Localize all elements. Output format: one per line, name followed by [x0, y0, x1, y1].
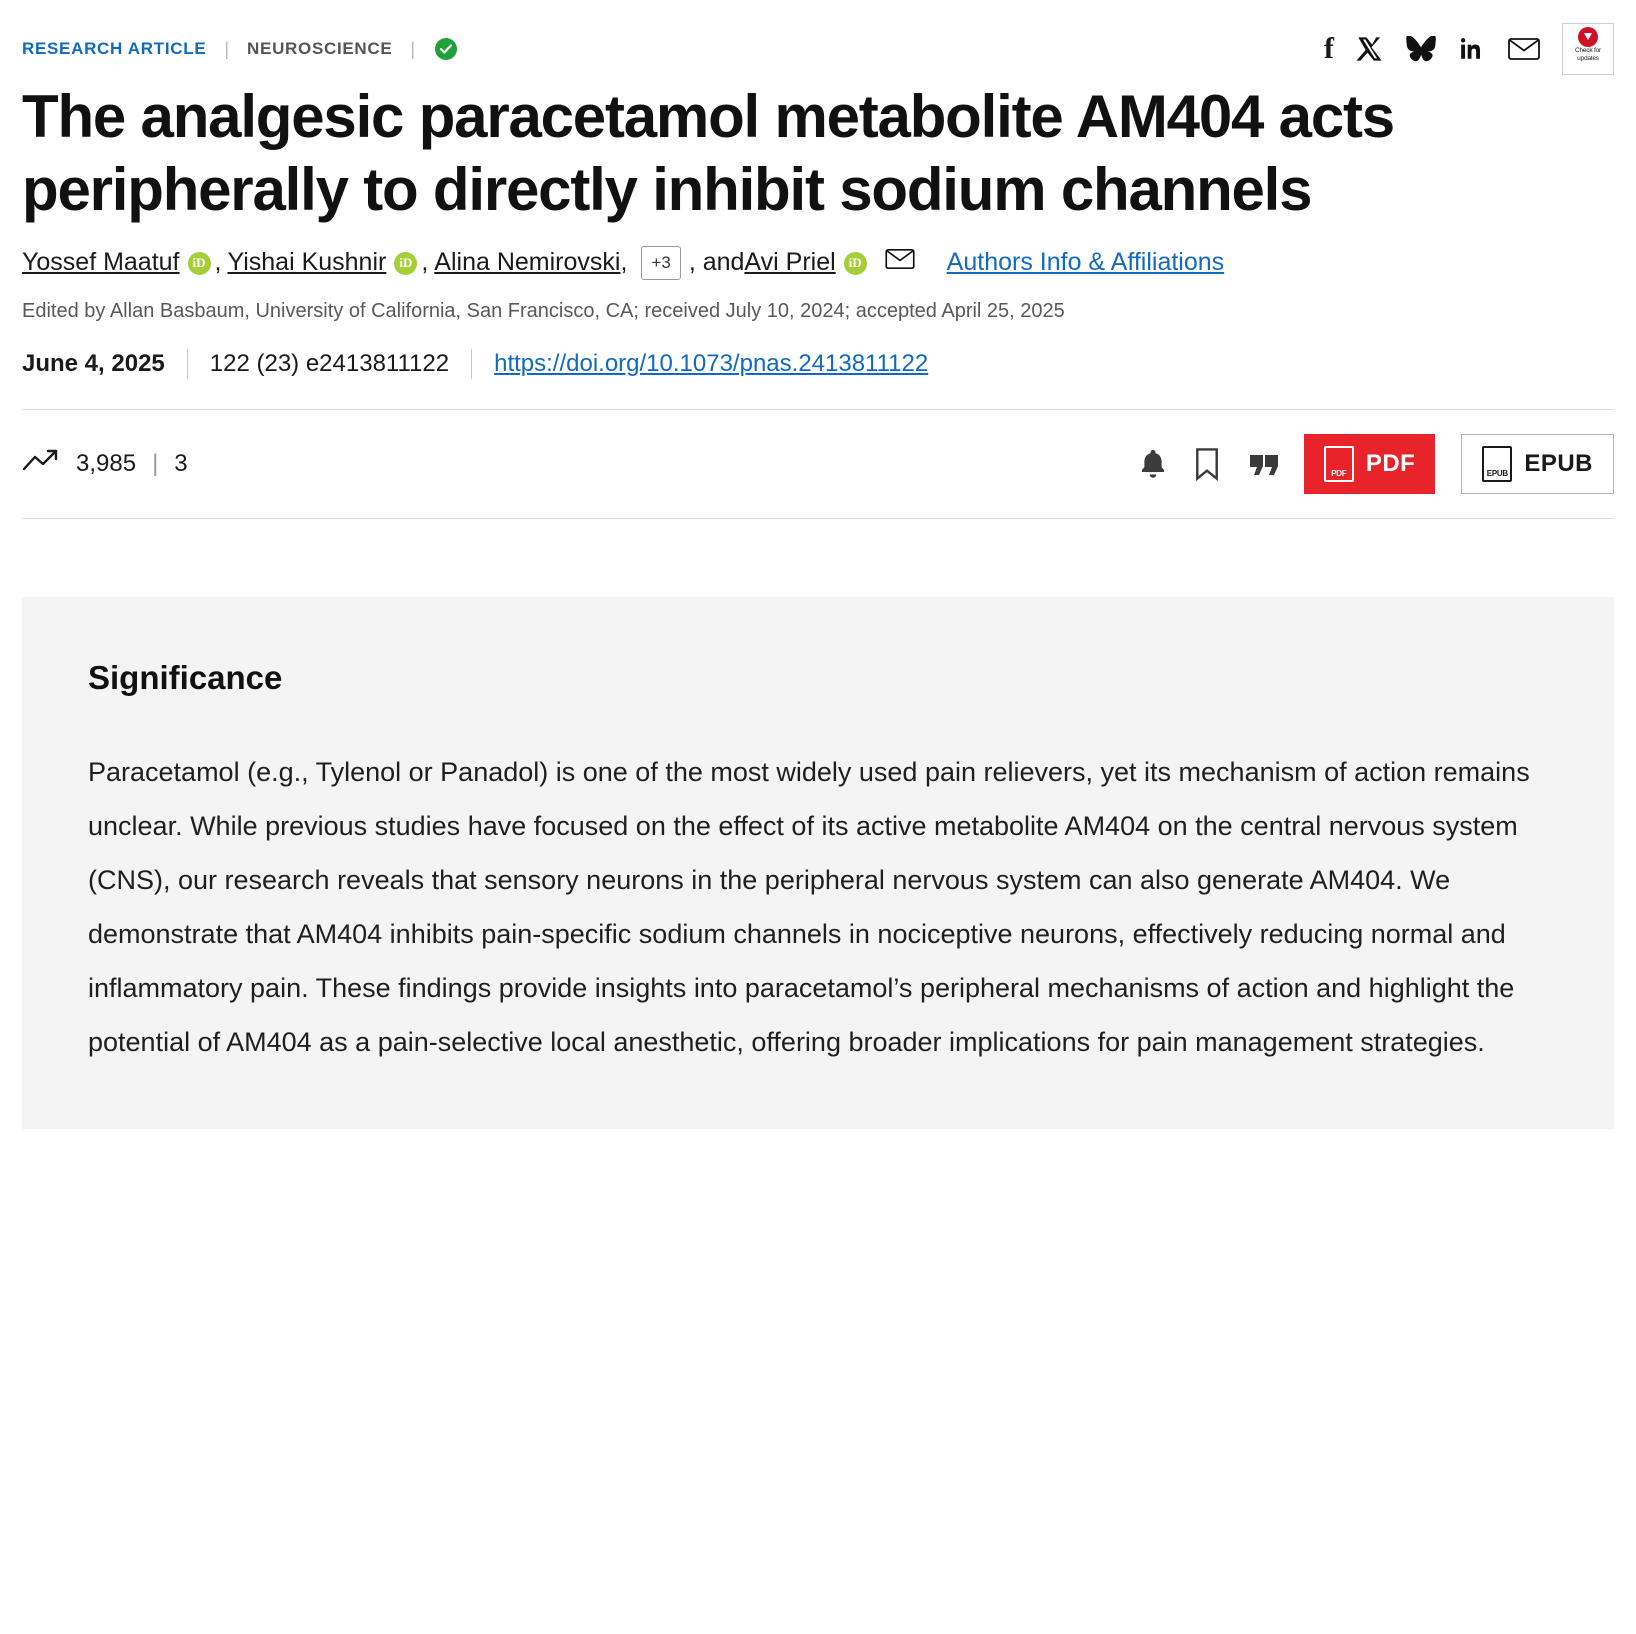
breadcrumb-subject[interactable]: NEUROSCIENCE	[247, 39, 393, 58]
author-separator-1: ,	[214, 248, 222, 277]
social-share-bar	[1324, 23, 1614, 75]
author-link-1[interactable]: Yossef Maatuf	[22, 248, 180, 277]
quote-icon[interactable]	[1246, 451, 1278, 477]
significance-body: Paracetamol (e.g., Tylenol or Panadol) is one of the most widely used pain relievers, yet its mechanism of action remains unclear. While previous studies have focused on the effect of its active metabolite AM404 on the central nervous system (CNS), our research reveals that sensory neurons in the peripheral nervous system can also generate AM404. We demonstrate that AM404 inhibits pain-specific sodium channels in nociceptive neurons, effectively reducing normal and inflammatory pain. These findings provide insights into paracetamol’s peripheral mechanisms of action and highlight the potential of AM404 as a pain-selective local anesthetic, offering broader implications for pain management strategies.	[88, 756, 1530, 1057]
facebook-icon[interactable]: f	[1324, 32, 1334, 65]
author-separator-3: ,	[620, 248, 628, 277]
metric-citations: 3	[174, 449, 188, 477]
epub-file-icon	[1482, 446, 1512, 482]
orcid-icon-1[interactable]: iD	[188, 252, 211, 275]
bookmark-icon[interactable]	[1194, 447, 1220, 481]
crossmark-line-1: Check for	[1574, 47, 1601, 54]
author-link-3[interactable]: Alina Nemirovski	[434, 248, 621, 277]
significance-panel	[22, 597, 1614, 1129]
download-epub-label: EPUB	[1524, 449, 1593, 477]
breadcrumb-article-type[interactable]: RESEARCH ARTICLE	[22, 39, 207, 58]
crossmark-line-2: updates	[1577, 55, 1599, 62]
envelope-icon[interactable]	[885, 244, 915, 282]
author-link-2[interactable]: Yishai Kushnir	[227, 248, 387, 277]
pdf-file-icon-label: PDF	[1331, 468, 1347, 478]
author-list	[22, 244, 1614, 282]
more-authors-button[interactable]: +3	[641, 246, 680, 280]
author-and-label: , and	[688, 248, 745, 277]
trending-up-icon	[22, 447, 60, 480]
metric-separator: |	[152, 449, 159, 477]
article-topbar	[22, 0, 1614, 65]
x-twitter-icon[interactable]	[1356, 35, 1384, 63]
author-link-4[interactable]: Avi Priel	[744, 248, 836, 277]
publication-line	[22, 349, 1614, 379]
author-separator-2: ,	[421, 248, 429, 277]
page-title: The analgesic paracetamol metabolite AM404 acts peripherally to directly inhibit sodium channels	[22, 83, 1394, 224]
publine-divider-2	[471, 349, 472, 379]
authors-info-affiliations-link[interactable]: Authors Info & Affiliations	[946, 248, 1225, 277]
breadcrumb	[22, 38, 457, 60]
metric-views: 3,985	[76, 449, 137, 477]
download-epub-button[interactable]	[1461, 434, 1614, 494]
linkedin-icon[interactable]	[1458, 36, 1486, 62]
epub-file-icon-label: EPUB	[1486, 468, 1508, 478]
breadcrumb-separator-1: |	[224, 38, 230, 59]
article-actions	[1138, 434, 1614, 494]
article-action-bar	[22, 410, 1614, 518]
breadcrumb-separator-2: |	[410, 38, 416, 59]
pdf-file-icon	[1324, 446, 1354, 482]
volume-issue: 122 (23) e2413811122	[209, 349, 450, 377]
significance-heading: Significance	[88, 658, 283, 696]
email-icon[interactable]	[1508, 37, 1540, 61]
download-pdf-button[interactable]	[1304, 434, 1436, 494]
publication-date: June 4, 2025	[22, 349, 165, 377]
edited-by-line: Edited by Allan Basbaum, University of California, San Francisco, CA; received July 10, 2024; accepted April 25, 2025	[22, 299, 1065, 322]
orcid-icon-2[interactable]: iD	[394, 252, 417, 275]
bell-icon[interactable]	[1138, 448, 1168, 480]
crossmark-icon	[1578, 27, 1598, 47]
orcid-icon-4[interactable]: iD	[844, 252, 867, 275]
doi-link[interactable]: https://doi.org/10.1073/pnas.2413811122	[494, 349, 929, 377]
download-pdf-label: PDF	[1365, 449, 1416, 477]
article-metrics	[22, 447, 188, 480]
crossmark-updates-badge[interactable]	[1562, 23, 1614, 75]
publine-divider-1	[187, 349, 188, 379]
divider-bottom	[22, 518, 1614, 519]
bluesky-icon[interactable]	[1406, 36, 1436, 62]
check-circle-icon	[435, 38, 457, 60]
